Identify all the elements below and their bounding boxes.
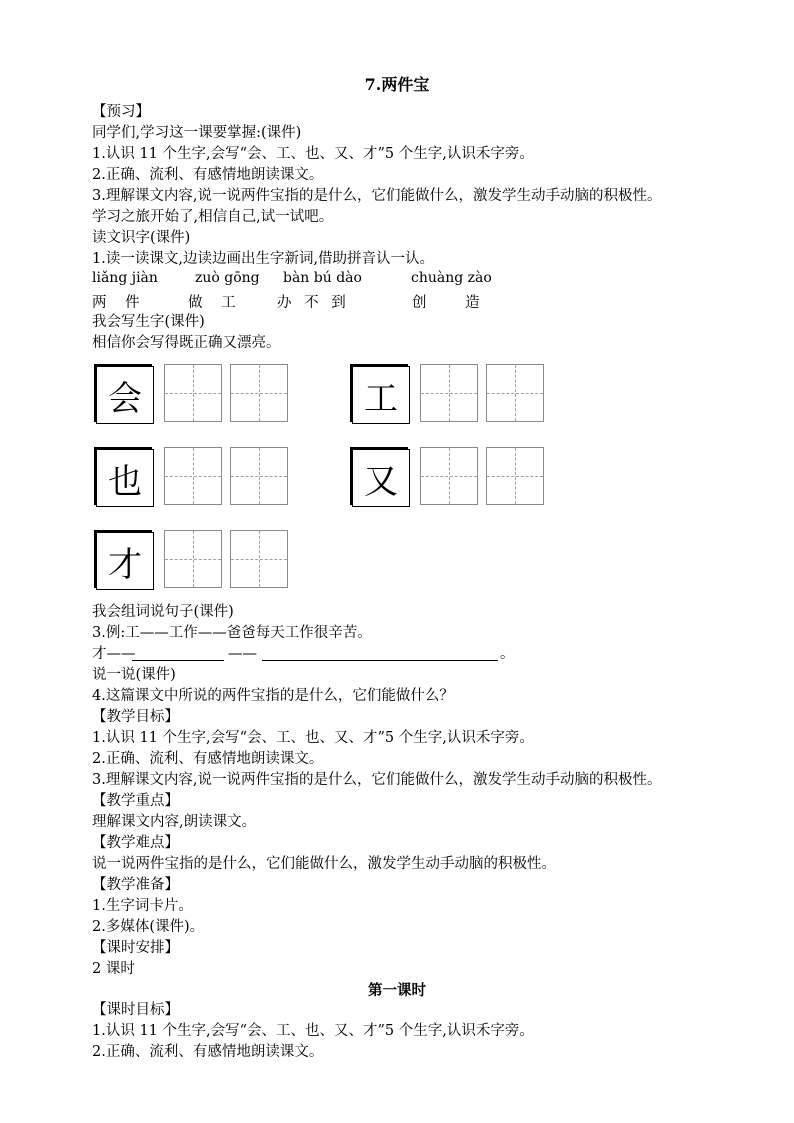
pinyin-word: bàn bú dào xyxy=(283,270,362,286)
text-line: 学习之旅开始了,相信自己,试一试吧。 xyxy=(92,209,334,225)
schedule-heading: 【课时安排】 xyxy=(92,940,179,956)
char-box: 工 xyxy=(352,366,410,424)
page-title: 7.两件宝 xyxy=(364,75,430,94)
text-line: 2 课时 xyxy=(92,961,135,977)
fill-start: 才—— xyxy=(92,646,136,662)
text-line: 理解课文内容,朗读课文。 xyxy=(92,814,257,830)
text-line: 读文识字(课件) xyxy=(92,230,191,246)
compose-heading: 我会组词说句子(课件) xyxy=(92,604,234,620)
writing-grid[interactable] xyxy=(420,364,478,422)
text-line: 2.正确、流利、有感情地朗读课文。 xyxy=(92,167,324,183)
text-line: 说一说两件宝指的是什么，它们能做什么，激发学生动手动脑的积极性。 xyxy=(92,856,556,872)
char-box: 又 xyxy=(352,449,410,507)
fill-mid: —— xyxy=(228,646,257,662)
char-box: 会 xyxy=(96,366,154,424)
lesson-goals-heading: 【课时目标】 xyxy=(92,1002,179,1018)
writing-grid[interactable] xyxy=(164,364,222,422)
pinyin-word: zuò gōng xyxy=(195,270,260,286)
pinyin-word: chuàng zào xyxy=(411,270,492,286)
text-line: 1.认识 11 个生字,会写“会、工、也、又、才”5 个生字,认识禾字旁。 xyxy=(92,730,534,746)
pinyin-word: liǎng jiàn xyxy=(92,270,158,286)
preview-heading: 【预习】 xyxy=(92,104,150,120)
writing-grid[interactable] xyxy=(164,447,222,505)
text-line: 1.生字词卡片。 xyxy=(92,898,193,914)
text-line: 3.理解课文内容,说一说两件宝指的是什么，它们能做什么，激发学生动手动脑的积极性。 xyxy=(92,188,662,204)
blank-field[interactable] xyxy=(262,644,498,661)
text-line: 2.正确、流利、有感情地朗读课文。 xyxy=(92,1044,324,1060)
writing-grid[interactable] xyxy=(164,530,222,588)
text-line: 2.正确、流利、有感情地朗读课文。 xyxy=(92,751,324,767)
difficulties-heading: 【教学难点】 xyxy=(92,835,179,851)
hanzi-word: 创 造 xyxy=(412,295,480,311)
writing-grid[interactable] xyxy=(486,447,544,505)
text-line: 1.认识 11 个生字,会写“会、工、也、又、才”5 个生字,认识禾字旁。 xyxy=(92,146,534,162)
writing-grid[interactable] xyxy=(230,530,288,588)
question: 4.这篇课文中所说的两件宝指的是什么，它们能做什么？ xyxy=(92,688,454,704)
char-box: 也 xyxy=(96,449,154,507)
blank-field[interactable] xyxy=(132,644,224,661)
write-hint: 相信你会写得既正确又漂亮。 xyxy=(92,335,281,351)
writing-grid[interactable] xyxy=(230,364,288,422)
write-heading: 我会写生字(课件) xyxy=(92,314,205,330)
hanzi-word: 办 不 到 xyxy=(277,295,346,311)
fill-end: 。 xyxy=(500,646,515,662)
example-sentence: 3.例:工——工作——爸爸每天工作很辛苦。 xyxy=(92,625,372,641)
writing-grid[interactable] xyxy=(486,364,544,422)
goals-heading: 【教学目标】 xyxy=(92,709,179,725)
key-points-heading: 【教学重点】 xyxy=(92,793,179,809)
text-line: 1.读一读课文,边读边画出生字新词,借助拼音认一认。 xyxy=(92,251,435,267)
preparation-heading: 【教学准备】 xyxy=(92,877,179,893)
writing-grid[interactable] xyxy=(420,447,478,505)
hanzi-word: 做 工 xyxy=(188,295,236,311)
char-box: 才 xyxy=(96,532,154,590)
talk-heading: 说一说(课件) xyxy=(92,667,176,683)
lesson-title: 第一课时 xyxy=(368,982,426,999)
text-line: 同学们,学习这一课要掌握:(课件) xyxy=(92,125,302,141)
text-line: 2.多媒体(课件)。 xyxy=(92,919,205,935)
hanzi-word: 两 件 xyxy=(92,295,140,311)
text-line: 3.理解课文内容,说一说两件宝指的是什么，它们能做什么，激发学生动手动脑的积极性。 xyxy=(92,772,662,788)
writing-grid[interactable] xyxy=(230,447,288,505)
text-line: 1.认识 11 个生字,会写“会、工、也、又、才”5 个生字,认识禾字旁。 xyxy=(92,1023,534,1039)
